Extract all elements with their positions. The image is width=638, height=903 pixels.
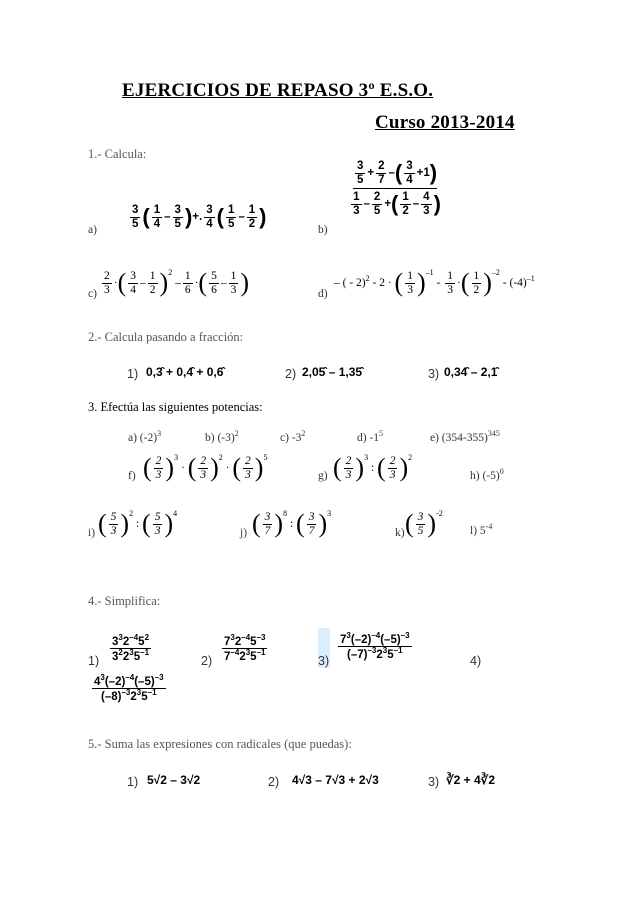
item-5-1-expression: 5√2 – 3√2 — [147, 773, 201, 787]
item-1c-expression: $\frac{2}{3}$ · ( $\frac{3}{4}$ – $\frac{1}{2}$ ) $^2$ – $\frac{1}{6}$ · ( $\frac{5}{6}$ – $\frac{1}{3}$ ) — [104, 267, 249, 298]
item-3i-label: i) — [88, 527, 96, 539]
item-1d-tail: - (-4) — [502, 277, 527, 290]
item-3e-text: e) (354-355) — [430, 431, 488, 444]
item-1b-label: b) — [318, 224, 328, 236]
item-5-1-label: 1) — [127, 775, 139, 789]
item-5-2-expression: 4√3 – 7√3 + 2√3 — [292, 773, 379, 787]
item-3e — [430, 429, 500, 444]
item-1b-expression: $\frac{3}{5}$ + $\frac{2}{7}$ – ( $\frac{3}{4}$ +1 ) $\frac{1}{3}$ – $\frac{2}{5}$ + ( $\frac{1}{2}$ – $\frac{4}{3}$ ) — [353, 160, 441, 217]
item-1c-label: c) — [88, 288, 97, 300]
item-3h-text: h) (-5) — [470, 469, 500, 482]
item-3b — [205, 429, 239, 444]
item-1a-expression: $\frac{3}{5}$ ( $\frac{1}{4}$ – $\frac{3}{5}$ ) +. $\frac{3}{4}$ ( $\frac{1}{5}$ – $\frac{1}{2}$ ) — [132, 204, 267, 230]
item-4-4-label: 4) — [470, 654, 482, 668]
item-1a-label: a) — [88, 224, 97, 236]
item-3d — [357, 429, 383, 444]
item-3l — [470, 522, 492, 537]
item-3i-expression: ( $\frac{5}{3}$ ) $^2$ : ( $\frac{5}{3}$ ) $^4$ — [98, 508, 178, 539]
item-4-2-label: 2) — [201, 654, 213, 668]
item-2-3-label: 3) — [428, 367, 440, 381]
item-1d-pre: – ( - 2) — [334, 277, 366, 290]
item-2-1-expression: 0,3̂ + 0,4̂ + 0,6̂ — [146, 365, 224, 379]
item-3g-label: g) — [318, 470, 328, 482]
item-2-2-label: 2) — [285, 367, 297, 381]
item-3h — [470, 467, 504, 482]
item-3f-label: f) — [128, 470, 136, 482]
section-2-heading: 2.- Calcula pasando a fracción: — [88, 330, 244, 344]
item-4-1-expression: $\frac{3^32^{-4}5^2}{3^22^35^{-1}}$ — [112, 633, 150, 664]
item-3k-expression: ( $\frac{3}{5}$ ) $^{-2}$ — [405, 508, 443, 539]
course-year: Curso 2013-2014 — [375, 112, 515, 133]
section-5-heading: 5.- Suma las expresiones con radicales (que puedas): — [88, 737, 352, 751]
item-3c — [280, 429, 305, 444]
item-3d-exp: 5 — [379, 429, 384, 438]
section-3-heading: 3. Efectúa las siguientes potencias: — [88, 400, 263, 414]
item-3e-exp: 345 — [487, 429, 500, 438]
item-2-3-expression: 0,34̂ – 2,1̂ — [444, 365, 498, 379]
section-1-heading: 1.- Calcula: — [88, 147, 147, 161]
item-1d-mid: - 2 · — [372, 277, 392, 290]
item-1d-expression: – ( - 2) $^2$ - 2 · ( $\frac{1}{3}$ ) $^{-1}$ - $\frac{1}{3}$ · ( $\frac{1}{2}$ ) $^{-2}$ - (-4) $^{-1}$ — [334, 267, 535, 298]
item-3k-label: k) — [395, 527, 405, 539]
item-3h-exp: 0 — [499, 467, 504, 476]
item-2-2-expression: 2,05̂ – 1,35̂ — [302, 365, 363, 379]
section-4-heading: 4.- Simplifica: — [88, 594, 161, 608]
item-3l-text: l) 5 — [470, 524, 486, 537]
item-3l-exp: -4 — [485, 522, 493, 531]
item-5-2-label: 2) — [268, 775, 280, 789]
item-2-1-label: 1) — [127, 367, 139, 381]
page-title: EJERCICIOS DE REPASO 3º E.S.O. — [122, 80, 434, 101]
item-3b-exp: 2 — [234, 429, 239, 438]
item-4-3-expression: $\frac{7^3(-2)^{-4}(-5)^{-3}}{(-7)^{-3}2^35^{-1}}$ — [340, 631, 410, 662]
item-5-3-expression: ∛2 + 4∛2 — [446, 773, 495, 787]
item-3g-expression: ( $\frac{2}{3}$ ) $^3$ : ( $\frac{2}{3}$ ) $^2$ — [333, 452, 413, 483]
item-4-1-label: 1) — [88, 654, 100, 668]
item-4-2-expression: $\frac{7^32^{-4}5^{-3}}{7^{-4}2^35^{-1}}$ — [224, 633, 266, 664]
item-4-4-expression: $\frac{4^3(-2)^{-4}(-5)^{-3}}{(-8)^{-3}2^35^{-1}}$ — [94, 673, 164, 704]
item-3f-expression: ( $\frac{2}{3}$ ) $^3$ · ( $\frac{2}{3}$ ) $^2$ · ( $\frac{2}{3}$ ) $^5$ — [143, 452, 268, 483]
item-3d-text: d) -1 — [357, 431, 380, 444]
item-4-3-label: 3) — [318, 654, 330, 668]
item-3j-expression: ( $\frac{3}{7}$ ) $^8$ : ( $\frac{3}{7}$ ) $^3$ — [252, 508, 332, 539]
item-3j-label: j) — [240, 527, 248, 539]
item-1d-label: d) — [318, 288, 328, 300]
item-5-3-label: 3) — [428, 775, 440, 789]
item-3c-text: c) -3 — [280, 431, 302, 444]
item-3a-text: a) (-2) — [128, 431, 158, 444]
item-3a-exp: 3 — [157, 429, 162, 438]
item-3c-exp: 2 — [301, 429, 306, 438]
item-3a — [128, 429, 161, 444]
item-3b-text: b) (-3) — [205, 431, 235, 444]
